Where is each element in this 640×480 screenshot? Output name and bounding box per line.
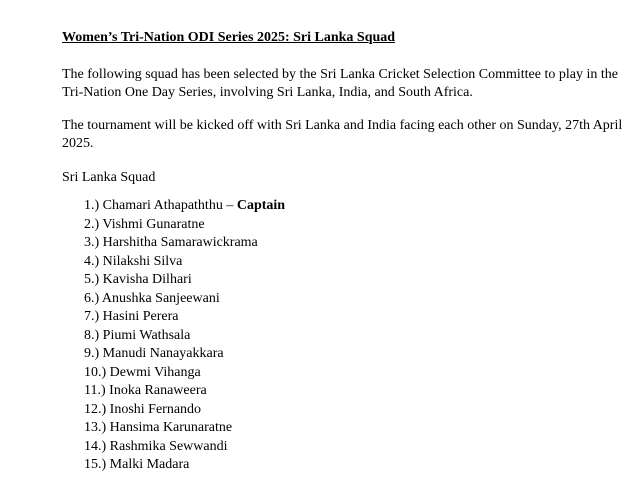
- squad-item-number: 6.): [84, 290, 100, 306]
- tournament-paragraph: The tournament will be kicked off with Sri Lanka and India facing each other on Sunday, 27th April 2025.: [62, 118, 623, 151]
- intro-paragraph: The following squad has been selected by the Sri Lanka Cricket Selection Committee to play in the Tri-Nation One Day Series, involving Sri Lanka, India, and South Africa.: [62, 67, 618, 100]
- squad-item-number: 10.): [84, 364, 107, 380]
- squad-item-number: 14.): [84, 438, 107, 454]
- captain-label: Captain: [236, 198, 286, 213]
- squad-list-item: [84, 382, 285, 401]
- squad-player-name: Anushka Sanjeewani: [101, 290, 220, 306]
- squad-list-item: [84, 234, 285, 253]
- squad-item-number: 12.): [84, 401, 107, 417]
- squad-player-name: Dewmi Vihanga: [109, 364, 201, 380]
- squad-list: [84, 197, 285, 475]
- squad-item-number: 7.): [84, 309, 100, 324]
- squad-list-item: [84, 401, 285, 420]
- squad-player-name: Harshitha Samarawickrama: [102, 235, 258, 250]
- document-title: Women’s Tri-Nation ODI Series 2025: Sri Lanka Squad: [62, 30, 396, 45]
- squad-list-item: [84, 290, 285, 309]
- squad-list-item: [84, 345, 285, 364]
- squad-item-number: 4.): [84, 253, 100, 269]
- squad-item-number: 3.): [84, 235, 100, 250]
- squad-player-name: Inoshi Fernando: [109, 401, 202, 417]
- squad-list-item: [84, 253, 285, 272]
- squad-list-item: [84, 308, 285, 327]
- squad-list-item: [84, 438, 285, 457]
- squad-list-item: [84, 456, 285, 475]
- squad-player-name: Kavisha Dilhari: [102, 272, 192, 287]
- squad-list-item: [84, 327, 285, 346]
- squad-heading: Sri Lanka Squad: [62, 170, 156, 185]
- squad-item-number: 9.): [84, 346, 100, 361]
- squad-player-name: Hasini Perera: [102, 309, 179, 324]
- squad-item-number: 13.): [84, 420, 107, 435]
- squad-player-name: Nilakshi Silva: [102, 253, 183, 269]
- squad-list-item: [84, 216, 285, 235]
- squad-player-name: Malki Madara: [109, 457, 190, 472]
- squad-item-number: 15.): [84, 457, 107, 472]
- squad-item-number: 2.): [84, 216, 100, 232]
- squad-player-name: Hansima Karunaratne: [109, 420, 233, 435]
- squad-player-name: Rashmika Sewwandi: [109, 438, 228, 454]
- squad-list-item: [84, 271, 285, 290]
- squad-player-name: Inoka Ranaweera: [109, 383, 207, 398]
- squad-player-name: Piumi Wathsala: [102, 327, 191, 343]
- squad-player-name: Manudi Nanayakkara: [102, 346, 224, 361]
- squad-item-number: 11.): [84, 383, 106, 398]
- squad-item-number: 5.): [84, 272, 100, 287]
- squad-item-number: 1.): [84, 198, 100, 213]
- squad-list-item: [84, 197, 285, 216]
- squad-list-item: [84, 419, 285, 438]
- squad-player-name: Vishmi Gunaratne: [102, 216, 205, 232]
- squad-item-number: 8.): [84, 327, 100, 343]
- squad-list-item: [84, 364, 285, 383]
- squad-player-name: Chamari Athapaththu –: [102, 198, 234, 213]
